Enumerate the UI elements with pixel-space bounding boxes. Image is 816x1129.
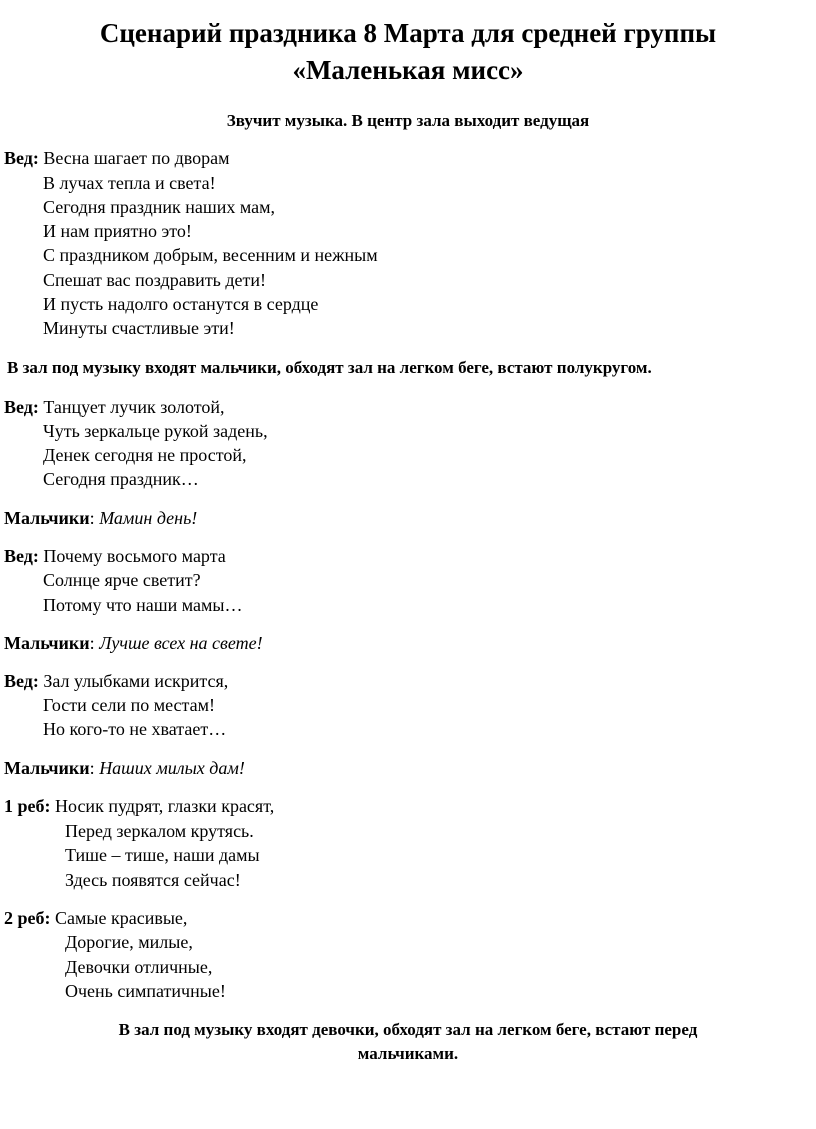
speaker-label: Мальчики <box>4 508 90 528</box>
verse-line: Солнце ярче светит? <box>43 570 201 590</box>
verse-first-line <box>4 147 230 169</box>
stage-direction-3-line-1: В зал под музыку входят девочки, обходят зал на легком беге, встают перед <box>118 1020 698 1039</box>
stage-direction-1: Звучит музыка. В центр зала выходит ведущая <box>226 111 590 130</box>
document-title-line-1: Сценарий праздника 8 Марта для средней группы <box>99 18 717 48</box>
verse-text: Танцует лучик золотой, <box>38 397 225 417</box>
verse-line: И нам приятно это! <box>43 221 192 241</box>
verse-text: Почему восьмого марта <box>38 546 226 566</box>
reply-colon: : <box>89 758 100 778</box>
verse-line: Денек сегодня не простой, <box>43 445 247 465</box>
verse-line: Минуты счастливые эти! <box>43 318 235 338</box>
verse-text: Носик пудрят, глазки красят, <box>50 796 275 816</box>
speaker-label: Мальчики <box>4 633 90 653</box>
verse-line: Очень симпатичные! <box>65 981 226 1001</box>
boys-reply <box>4 507 197 529</box>
speaker-label: Вед: <box>4 546 39 566</box>
boys-reply <box>4 632 263 654</box>
verse-line: Девочки отличные, <box>65 957 213 977</box>
reply-text: Лучше всех на свете! <box>99 633 263 653</box>
verse-line: Перед зеркалом крутясь. <box>65 821 254 841</box>
verse-first-line <box>4 795 274 817</box>
speaker-label: 2 реб: <box>4 908 51 928</box>
verse-line: Сегодня праздник наших мам, <box>43 197 276 217</box>
verse-line: Спешат вас поздравить дети! <box>43 270 267 290</box>
stage-direction-3-line-2: мальчиками. <box>357 1044 459 1063</box>
verse-line: Гости сели по местам! <box>43 695 215 715</box>
verse-first-line <box>4 545 226 567</box>
verse-line: С праздником добрым, весенним и нежным <box>43 245 378 265</box>
verse-line: Чуть зеркальце рукой задень, <box>43 421 268 441</box>
boys-reply <box>4 757 245 779</box>
verse-text: Самые красивые, <box>50 908 188 928</box>
reply-colon: : <box>89 633 100 653</box>
verse-line: Сегодня праздник… <box>43 469 199 489</box>
reply-colon: : <box>89 508 100 528</box>
verse-line: Но кого-то не хватает… <box>43 719 227 739</box>
verse-line: Потому что наши мамы… <box>43 595 243 615</box>
verse-line: Здесь появятся сейчас! <box>65 870 241 890</box>
speaker-label: Вед: <box>4 148 39 168</box>
verse-first-line <box>4 396 224 418</box>
verse-line: Дорогие, милые, <box>65 932 193 952</box>
stage-direction-2: В зал под музыку входят мальчики, обходят зал на легком беге, встают полукругом. <box>7 358 652 377</box>
verse-first-line <box>4 670 228 692</box>
verse-line: И пусть надолго останутся в сердце <box>43 294 319 314</box>
verse-line: Тише – тише, наши дамы <box>65 845 260 865</box>
verse-first-line <box>4 907 187 929</box>
speaker-label: 1 реб: <box>4 796 51 816</box>
reply-text: Мамин день! <box>99 508 198 528</box>
speaker-label: Вед: <box>4 397 39 417</box>
verse-text: Зал улыбками искрится, <box>38 671 229 691</box>
speaker-label: Мальчики <box>4 758 90 778</box>
reply-text: Наших милых дам! <box>99 758 245 778</box>
verse-text: Весна шагает по дворам <box>38 148 230 168</box>
verse-line: В лучах тепла и света! <box>43 173 216 193</box>
document-title-line-2: «Маленькая мисс» <box>292 55 524 85</box>
speaker-label: Вед: <box>4 671 39 691</box>
